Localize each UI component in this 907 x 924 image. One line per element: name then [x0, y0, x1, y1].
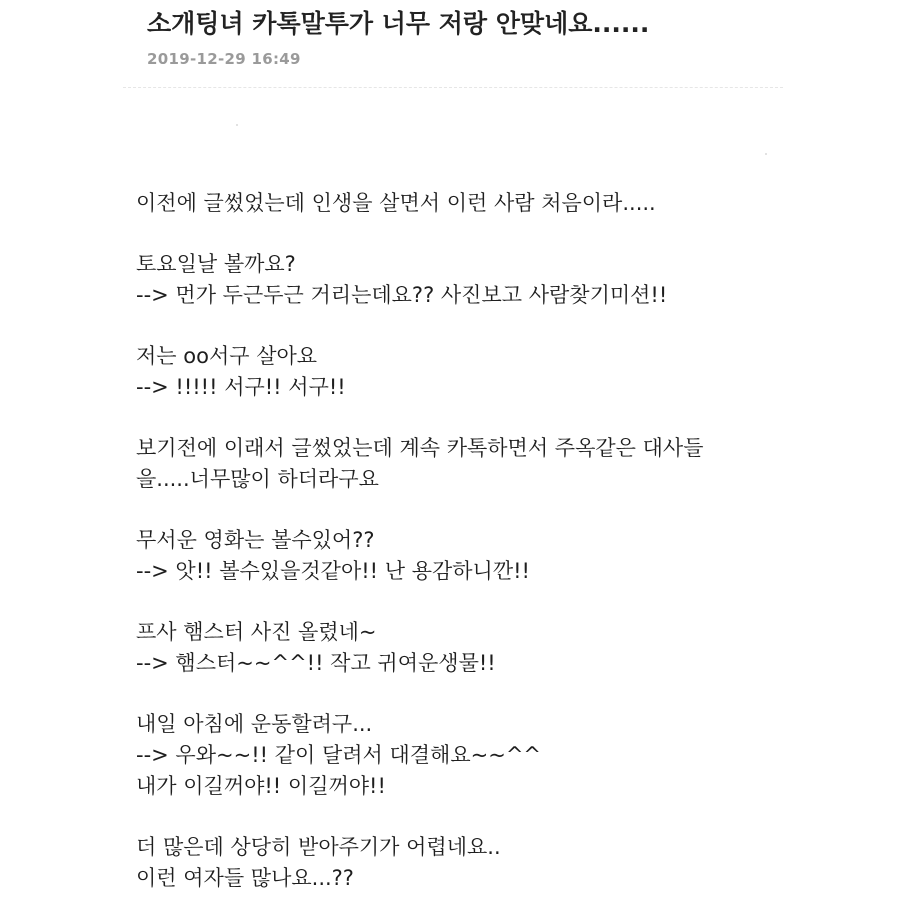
paragraph: [136, 433, 796, 495]
body-line: --> 우와~~!! 같이 달려서 대결해요~~^^: [136, 743, 542, 767]
body-line: 내가 이길꺼야!! 이길꺼야!!: [136, 774, 386, 798]
body-line: 보기전에 이래서 글썼었는데 계속 카톡하면서 주옥같은 대사들: [136, 436, 704, 460]
body-line: 이전에 글썼었는데 인생을 살면서 이런 사람 처음이라.....: [136, 191, 656, 215]
body-line: 더 많은데 상당히 받아주기가 어렵네요..: [136, 835, 501, 859]
post-body: [136, 188, 796, 924]
body-line: --> 먼가 두근두근 거리는데요?? 사진보고 사람찾기미션!!: [136, 283, 668, 307]
paragraph: [136, 709, 796, 802]
post-title: 소개팅녀 카톡말투가 너무 저랑 안맞네요......: [147, 9, 650, 38]
body-line: 토요일날 볼까요?: [136, 252, 296, 276]
paragraph: [136, 832, 796, 894]
paragraph: [136, 188, 796, 219]
body-line: 을.....너무많이 하더라구요: [136, 467, 379, 491]
body-line: 무서운 영화는 볼수있어??: [136, 528, 375, 552]
paragraph: [136, 617, 796, 679]
body-line: 저는 oo서구 살아요: [136, 344, 318, 368]
dot-mark: [765, 153, 767, 155]
body-line: 내일 아침에 운동할려구...: [136, 712, 373, 736]
body-line: --> 햄스터~~^^!! 작고 귀여운생물!!: [136, 651, 496, 675]
dot-mark: [236, 124, 238, 126]
body-line: --> !!!!! 서구!! 서구!!: [136, 375, 346, 399]
body-line: --> 앗!! 볼수있을것같아!! 난 용감하니깐!!: [136, 559, 530, 583]
header-divider: [123, 87, 783, 88]
post-header: [147, 6, 787, 68]
paragraph: [136, 249, 796, 311]
paragraph: [136, 525, 796, 587]
body-line: 프사 햄스터 사진 올렸네~: [136, 620, 377, 644]
body-line: 이런 여자들 많나요...??: [136, 866, 354, 890]
post-date: 2019-12-29 16:49: [147, 50, 301, 68]
paragraph: [136, 341, 796, 403]
